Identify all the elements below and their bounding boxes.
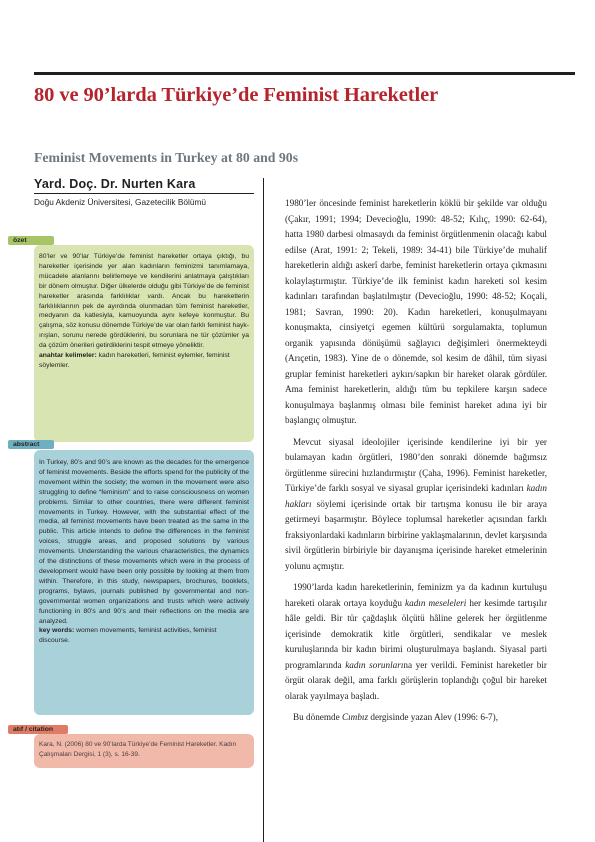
abstract-keywords-label: key words: — [39, 627, 75, 635]
p2-text-b: söylemi içerisinde ortak bir tartışma konusu ile bir araya getirmeyi başarmıştır. Böylece toplumsal hareketler açısından farklı fraksiyonlardaki kadınların birbirine yaklaşmalarının, devlet karşısında sivil örgütlerin birbiriyle bir dayanışma içerisinde hareket etmelerinin yolunu açmıştır. — [285, 498, 547, 571]
ozet-keywords-label: anahtar kelimeler: — [39, 352, 97, 360]
p3-italic-1: kadın meseleleri — [405, 597, 467, 608]
article-subtitle: Feminist Movements in Turkey at 80 and 90s — [34, 150, 299, 165]
abstract-text: In Turkey, 80’s and 90’s are known as the decades for the emergence of feminist movements. Beside the efforts spend for the publicity of the movement within the society; the women in the movement were also struggling to define “feminism” and to raise consciousness on women problems. Similar to other countries, there were different feminist movements in Turkey. However, with the substantial effect of the media, all feminist movements have been treated as the same in the public. This article intends to define the differences in the feminist voices, struggle areas, and proposed solutions by various movements. Understanding the various characteristics, the dynamics of the distinctions of these movements which were in the process of development would have been only possible by looking at them from within. Therefore, in this study, newspapers, brochures, booklets, programs, bylaws, journals published by governmental and non-governmental women organizations and trusts which were actively functioning in 80’s and 90’s and their reflections on the media are analyzed. — [39, 459, 249, 625]
p3-italic-2: kadın sorunları — [345, 659, 404, 670]
p2-italic: kadın hakları — [285, 483, 547, 509]
author-name: Yard. Doç. Dr. Nurten Kara — [34, 177, 196, 191]
p4-italic: Cımbız — [342, 712, 369, 722]
ozet-keywords-value: kadın hareketleri, feminist eylemler, feminist söylemler. — [39, 352, 230, 369]
top-rule — [34, 72, 575, 75]
ozet-tag: özet — [8, 236, 54, 245]
body-paragraph-4 — [285, 710, 547, 726]
p3-text-c: na yer verildi. Feminist hareketler bir örgüt olarak değil, ama farklı görüşlerin toplandığı çoğul bir hareket olarak yayılmaya başladı. — [285, 659, 547, 701]
author-rule — [34, 193, 254, 194]
citation-tag: atıf / citation — [8, 725, 68, 734]
ozet-keywords — [39, 351, 249, 371]
abstract-keywords — [39, 626, 249, 646]
p3-text-b: her kesimde tartışılır hâle geldi. Bir tür çağdaşlık ölçütü hâline gelerek her örgütlenme içerisinde demokratik kitle örgütleri, sendikalar ve meslek kuruluşlarında bir kadın birimi oluşturulmaya başlandı. Siyasal parti programlarında — [285, 597, 548, 670]
citation-text: Kara, N. (2006) 80 ve 90’larda Türkiye’de Feminist Hareketler. Kadın Çalışmaları Dergisi, 1 (3), s. 16-39. — [39, 741, 237, 758]
abstract-box — [34, 450, 254, 715]
column-divider — [263, 178, 264, 842]
body-column — [285, 196, 547, 732]
author-affiliation: Doğu Akdeniz Üniversitesi, Gazetecilik Bölümü — [34, 197, 207, 207]
abstract-keywords-value: women movements, feminist activities, feminist discourse. — [39, 627, 217, 645]
p4-text-a: Bu dönemde — [293, 712, 342, 722]
p3-text-a: 1990’larda kadın hareketlerinin, feminizm ya da kadının kurtuluşu hareketi olarak ortaya koyduğu — [285, 582, 547, 608]
citation-box — [34, 734, 254, 768]
body-paragraph-3 — [285, 580, 547, 704]
p4-text-b: dergisinde yazan Alev (1996: 6-7), — [368, 712, 498, 722]
ozet-box — [34, 245, 254, 442]
ozet-text: 80’ler ve 90’lar Türkiye’de feminist hareketler ortaya çıktığı, bu hareketler içerisinde yer alan kadınların feminizmi tanımlamaya, mücadele alanlarını belirlemeye ve kendilerini anlatmaya çalıştıkları bir dönem olmuştur. Diğer ülkelerde olduğu gibi Türkiye’de de feminist hareketler arasında farklılıklar vardı. Ancak bu hareketlerin farklılıklarının pek de ayırdında olunmadan tüm feminist hareketler, medyanın da katlesiyla, kamuoyunda aynı kefeye konmuştur. Bu çalışma, söz konusu dönemde Türkiye’de var olan farklı feminist haykırışları, sorunu nerede gördüklerini, bu sorunlara ne tür çözümler ya da çözüm önerileri getirdiklerini tespit etmeye yöneliktir. — [39, 253, 249, 350]
article-title: 80 ve 90’larda Türkiye’de Feminist Hareketler — [34, 84, 439, 106]
body-paragraph-1: 1980’ler öncesinde feminist hareketlerin köklü bir şekilde var olduğu (Çakır, 1991; 1994; Devecioğlu, 1990: 48-52; Kılıç, 1990: 62-64), hatta 1980 darbesi olmasaydı da feminist örgütlenmenin olacağı kabul edilse (Arat, 1991: 2; Tekeli, 1989: 34-41) bile Türkiye’de muhalif hareketlerin aldığı askerî darbe, feminist hareketlerin ortaya çıkmasını kolaylaştırmıştır. Türkiye’de ilk feminist kadın hareketi sol kesim kadınları tarafından başlatılmıştır (Devecioğlu, 1990: 48-52; Koçali, 1981; Savran, 1990: 20). Kadın hareketleri, konuşulmayanı konuşmakta, cinsiyetçi egemen kültürü sorgulamakta, toplumun organik yapısında dönüşümü sağlayıcı değişimleri önermekteydi (Arıçetin, 1983). Yine de o dönemde, sol kesim de dâhil, tüm siyasi gruplar feminist hareketleri aykırı/sapkın bir hareket olarak gördüler. Ama feminist hareketlerin, aldığı tüm bu tepkilere karşın sadece konuşulmaya başlanmış olması bile feminist hareket adına iyi bir başlangıç olmuştur. — [285, 198, 547, 425]
abstract-tag: abstract — [8, 440, 54, 449]
body-paragraph-2 — [285, 435, 547, 575]
p2-text-a: Mevcut siyasal ideolojiler içerisinde kendilerine iyi bir yer bulamayan kadın örgütleri, 1980’den sonraki dönemde bağımsız örgütlenme sürecini hızlandırmıştır (Çaha, 1996). Feminist hareketler, Türkiye’de farklı sosyal ve siyasal gruplar içerisindeki kadınları — [285, 436, 547, 493]
